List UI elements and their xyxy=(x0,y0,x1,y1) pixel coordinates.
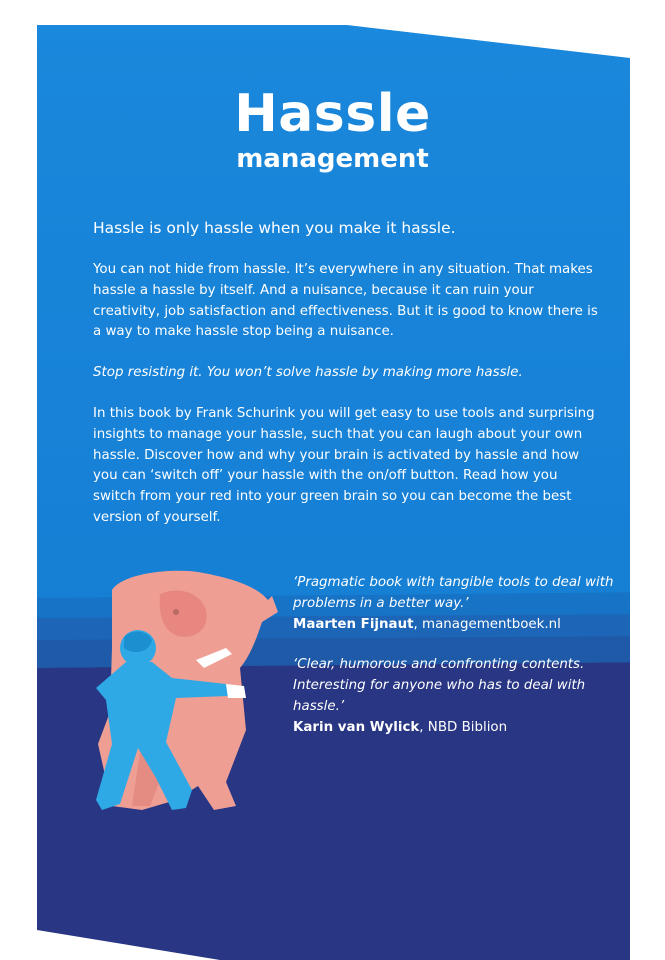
paragraph-description: In this book by Frank Schurink you will get easy to use tools and surprising insights to manage your hassle, such that you can laugh about your own hassle. Discover how and why your brain is activated by hassle and how you can ‘switch off’ your hassle with the on/off button. Read how you switch from your red into your green brain so you can become the best version of yourself. xyxy=(93,405,595,525)
review-quote xyxy=(293,573,623,635)
quote-text: ‘Clear, humorous and confronting contents. Interesting for anyone who has to deal with hassle.’ xyxy=(293,657,586,714)
quote-source: , NBD Biblion xyxy=(419,719,508,735)
book-subtitle: management xyxy=(236,144,429,174)
quote-source: , managementboek.nl xyxy=(413,616,561,632)
book-title: Hassle xyxy=(234,84,431,144)
quote-author: Karin van Wylick xyxy=(293,719,420,735)
tagline: Hassle is only hassle when you make it hassle. xyxy=(93,219,456,237)
paragraph-intro: You can not hide from hassle. It’s everywhere in any situation. That makes hassle a hassle by itself. And a nuisance, because it can ruin your creativity, job satisfaction and effectiveness. But it is good to know there is a way to make hassle stop being a nuisance. xyxy=(93,262,598,340)
review-quote xyxy=(293,655,623,738)
blurb xyxy=(93,218,603,549)
paragraph-emphasis: Stop resisting it. You won’t solve hassle by making more hassle. xyxy=(93,365,523,381)
quote-author: Maarten Fijnaut xyxy=(293,616,414,632)
review-quotes xyxy=(293,573,623,759)
quote-text: ‘Pragmatic book with tangible tools to deal with problems in a better way.’ xyxy=(293,575,614,611)
